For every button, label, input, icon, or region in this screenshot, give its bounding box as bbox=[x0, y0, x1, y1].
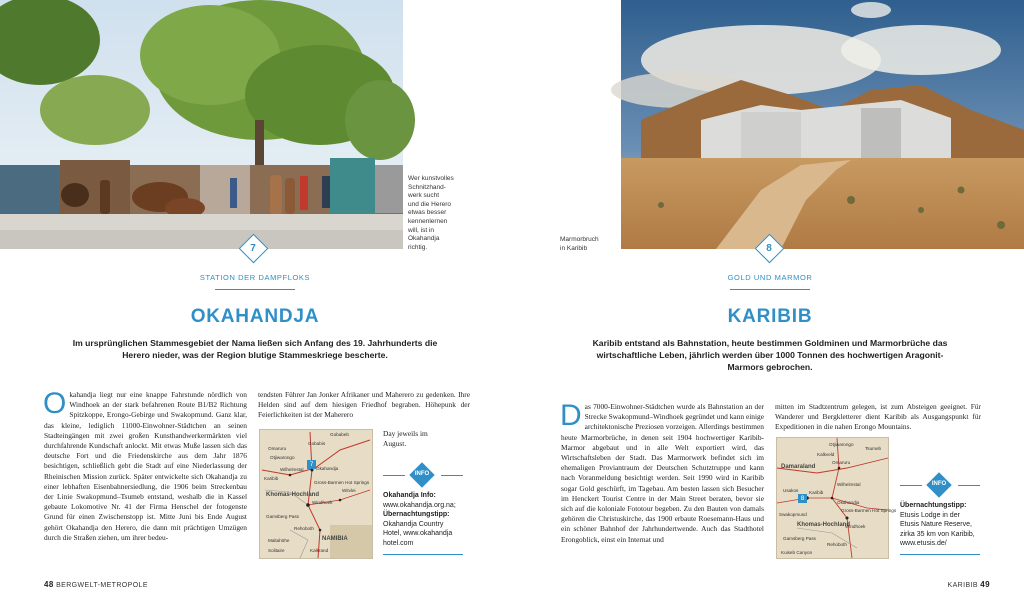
karibib-marble-quarry-photo bbox=[621, 0, 1024, 249]
okahandja-map bbox=[259, 429, 373, 559]
info-bottom-rule bbox=[900, 554, 980, 555]
info-tipp-label: Übernachtungstipp: bbox=[383, 511, 450, 519]
map-label: Rehoboth bbox=[827, 542, 847, 547]
map-label: Solitaire bbox=[268, 548, 285, 553]
map-label: Windhoek bbox=[845, 524, 866, 529]
map-label: Otjiwarongo bbox=[270, 455, 295, 460]
map-label: Omaruru bbox=[832, 460, 851, 465]
section-kicker: STATION DER DAMPFLOKS bbox=[199, 273, 311, 282]
body-text: kahandja liegt nur eine knappe Fahrstunde nördlich von Windhoek an der stark befahrenen Route B1/B2 Richtung Spitzkoppe, Erongo-Gebirge und Swakopmund. Ganz klar, das kleine, lediglich 11000-Einwohner-Städtchen an seinen Stadteingängen mit zwei großen Kunsthandwerkermärkten viel durchfahrende Kundschaft anlockt. Mit etwas Muße lassen sich das deutsche Fort und die Friedenskirche aus dem Jahr 1876 besichtigen, schließlich gebt die Stadt auf eine Niederlassung der Rheinischen Mission zurück. Später entwickelte sich Okahandja zu einer lebhaften Eisenbahnersiedlung, die 1906 beim Streckenbau der Linie Swakopmund–Tsumeb entstand, weshalb die in Kassel gebaute Lokomotive Nr. 41 der Firma Henschel der fotogenste Grund für einen Zwischenstopp ist. Mitte Juni bis Ende August gehört Okahandja den Herero, die dann mit prächtigen Umzügen durch die Straßen ziehen, um ihrer bedeu- bbox=[44, 390, 247, 542]
info-box-okahandja bbox=[383, 491, 473, 549]
map-label: Wilhelmstal bbox=[837, 482, 861, 487]
info-lodge-line: Okahandja Country bbox=[383, 520, 444, 528]
caption-line: Okahandja bbox=[408, 235, 440, 243]
map-label: Tsumeb bbox=[865, 446, 882, 451]
station-number: 8 bbox=[766, 243, 772, 254]
caption-line: etwas besser bbox=[408, 209, 447, 217]
map-label: Maltahöhe bbox=[268, 538, 290, 543]
map-label: Gamsberg Pass bbox=[783, 536, 816, 541]
map-station-marker: 8 bbox=[798, 494, 807, 503]
info-line-text: zirka 35 km von Karibib, bbox=[900, 530, 975, 538]
body-column-2: tendsten Führer Jan Jonker Afrikaner und Maherero zu gedenken. Ihre Helden sind auf dem hiesigen Friedhof begraben. Höhepunk der Feierlichkeiten ist der Maherero bbox=[258, 390, 470, 420]
info-lodge-line: Hotel, www.okahandja bbox=[383, 530, 453, 538]
lead-paragraph: Im ursprünglichen Stammesgebiet der Nama ließen sich Anfang des 19. Jahrhunderts die Herero nieder, was der Region blutige Stammeskriege bescherte. bbox=[72, 338, 438, 360]
map-label: Okahandja bbox=[316, 466, 339, 471]
karibib-map bbox=[776, 437, 897, 559]
info-label: INFO bbox=[931, 481, 947, 487]
folio-right bbox=[920, 580, 990, 589]
info-title: Okahandja Info: bbox=[383, 492, 436, 499]
map-label: Gross-Barmen Hot Springs bbox=[314, 480, 370, 485]
page-number: 49 bbox=[980, 580, 990, 589]
folio-left bbox=[44, 580, 148, 589]
caption-line: will, ist in bbox=[408, 226, 435, 234]
caption-line: Marmorbruch bbox=[560, 236, 599, 243]
running-head: BERGWELT-METROPOLE bbox=[56, 582, 148, 589]
info-box-karibib bbox=[900, 501, 990, 549]
info-label: INFO bbox=[414, 471, 430, 477]
map-label: Khomas-Hochland bbox=[266, 492, 320, 498]
info-line-text: Etusis Nature Reserve, bbox=[900, 521, 972, 529]
caption-line: werk sucht bbox=[408, 192, 440, 200]
kicker-rule bbox=[730, 289, 810, 290]
photo-caption-okahandja bbox=[408, 175, 470, 252]
map-label: Gamsberg Pass bbox=[266, 514, 299, 519]
map-label: Damaraland bbox=[781, 464, 816, 470]
station-number: 7 bbox=[250, 243, 256, 254]
map-label: Rehoboth bbox=[294, 526, 314, 531]
caption-line: Wer kunstvolles bbox=[408, 175, 454, 182]
kicker-rule bbox=[215, 289, 295, 290]
map-label: Karibib bbox=[264, 476, 279, 481]
info-bottom-rule bbox=[383, 554, 463, 555]
caption-line: in Karibib bbox=[560, 244, 588, 252]
map-label: NAMIBIA bbox=[322, 536, 348, 542]
running-head: KARIBIB bbox=[947, 582, 978, 589]
drop-cap: D bbox=[560, 399, 582, 432]
info-rule bbox=[958, 485, 980, 486]
info-tipp-label: Übernachtungstipp: bbox=[900, 502, 967, 509]
karibib-quarry-illustration bbox=[621, 0, 1024, 249]
body-column-1 bbox=[560, 399, 764, 545]
body-column-2-continued: Day jeweils im August. bbox=[383, 429, 428, 449]
body-column-1 bbox=[43, 387, 247, 543]
caption-line: Schnitzhand- bbox=[408, 183, 446, 191]
photo-caption-karibib bbox=[560, 236, 620, 253]
page-title: KARIBIB bbox=[727, 306, 813, 327]
map-label: Gobabis bbox=[308, 441, 326, 446]
lead-paragraph: Karibib entstand als Bahnstation, heute bestimmen Goldminen und Marmorbrüche das wirtschaftliche Leben, jährlich werden über 1000 Tonnen des hochwertigen Aragonit-Marmors gebrochen. bbox=[592, 338, 948, 372]
okahandja-market-photo bbox=[0, 0, 403, 249]
map-label: Karibib bbox=[809, 490, 824, 495]
map-label: Windhoek bbox=[312, 500, 333, 505]
map-station-marker: 7 bbox=[307, 460, 316, 469]
info-rule bbox=[441, 475, 463, 476]
caption-line: und die Herero bbox=[408, 200, 451, 208]
map-label: Kalkrand bbox=[310, 548, 329, 553]
info-line-text: www.etusis.de/ bbox=[900, 540, 947, 548]
caption-line: kennenlernen bbox=[408, 217, 448, 225]
caption-line: richtig. bbox=[408, 243, 428, 251]
map-label: Witvlei bbox=[342, 488, 356, 493]
info-lodge-line: hotel.com bbox=[383, 539, 414, 547]
map-label: Khomas-Hochland bbox=[797, 522, 851, 528]
map-label: Gross-Barmen Hot Springs bbox=[841, 508, 897, 513]
map-label: Okahandja bbox=[837, 500, 860, 505]
drop-cap: O bbox=[43, 387, 67, 420]
map-label: Usakos bbox=[783, 488, 799, 493]
section-kicker: GOLD UND MARMOR bbox=[727, 273, 813, 282]
map-label: Gobabeb bbox=[330, 432, 349, 437]
info-rule bbox=[900, 485, 922, 486]
map-label: Otjiwarongo bbox=[829, 442, 854, 447]
map-label: Kalkveld bbox=[817, 452, 835, 457]
page-number: 48 bbox=[44, 580, 54, 589]
page-title: OKAHANDJA bbox=[190, 306, 320, 327]
okahandja-market-illustration bbox=[0, 0, 403, 249]
info-rule bbox=[383, 475, 405, 476]
map-label: Swakopmund bbox=[779, 512, 807, 517]
map-label: Kuiseb Canyon bbox=[781, 550, 813, 555]
body-column-2: mitten im Stadtzentrum gelegen, ist zum Absteigen geeignet. Für Wanderer und Bergkletterer dient Karibib als Ausgangspunkt für Expeditionen in die nahen Erongo Mountains. bbox=[775, 402, 981, 432]
map-label: Omaruru bbox=[268, 446, 287, 451]
info-url: www.okahandja.org.na; bbox=[383, 501, 456, 509]
info-line-text: Etusis Lodge in der bbox=[900, 511, 960, 519]
map-label: Wilhelmstal bbox=[280, 467, 304, 472]
body-text: as 7000-Einwohner-Städtchen wurde als Bahnstation an der Strecke Swakopmund–Windhoek gegründet und kann einige architektonische Preziosen vorzeigen. Allerdings bestimmen heute Marmorbrüche, in denen seit 1904 hochwertiger Karibib-Marmor abgebaut und in alle Welt exportiert wird, das Wirtschaftsleben der Stadt. Das Marmorwerk befindet sich im ehemaligen Proviantraum der Deutschen Schutztruppe und kann nach Voranmeldung besichtigt werden. Seit 1990 wird in Karibib sogar Gold geschürft, im Tagebau. Am besten lassen sich Besucher im Henckert Tourist Centre in der Main Street beraten, bevor sie sich auf die koloniale Fototour begeben. Zu den Bauten von damals gehören die Christuskirche, das 1900 erbaute Roesemann-Haus und ein schöner Bahnhof der Jahrhundertwende. Auch das Stadthotel Erongoblick, einst ein Internat und bbox=[561, 402, 764, 544]
